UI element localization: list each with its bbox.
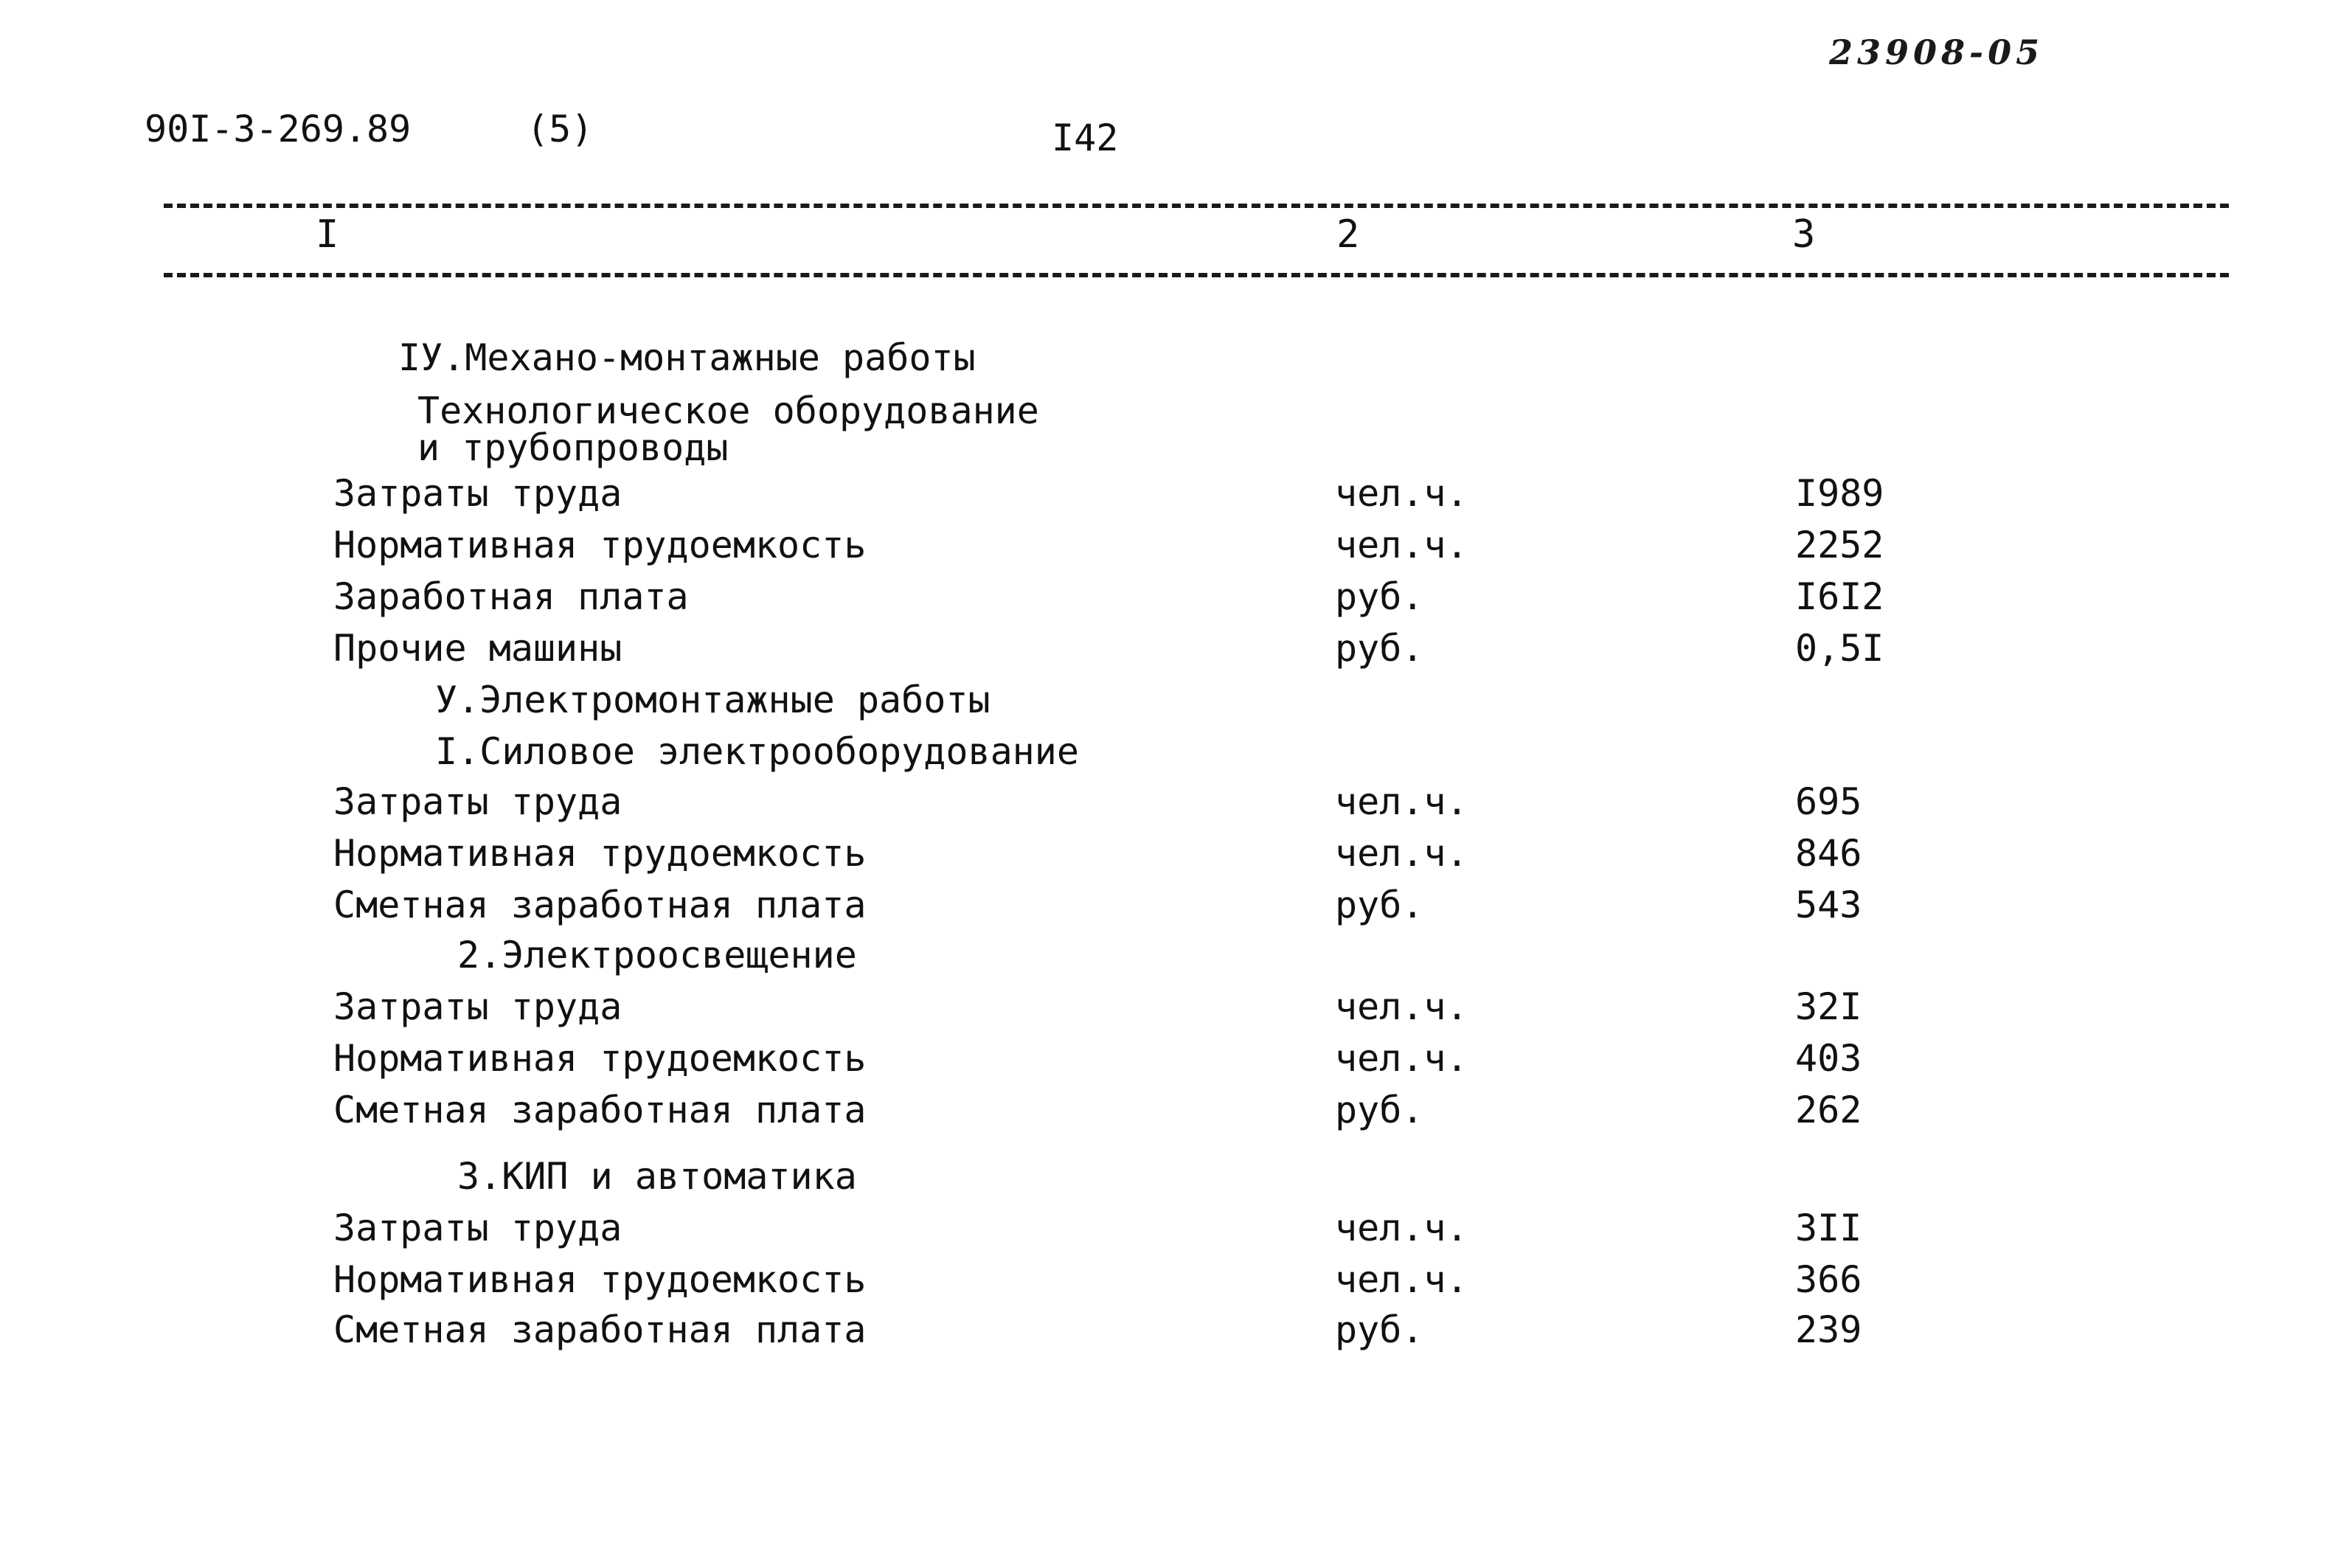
row-label: Нормативная трудоемкость xyxy=(333,1258,867,1301)
row-unit: чел.ч. xyxy=(1335,985,1468,1028)
row-unit: чел.ч. xyxy=(1335,780,1468,823)
row-label: Затраты труда xyxy=(333,780,622,823)
row-unit: чел.ч. xyxy=(1335,1207,1468,1249)
row-value: 32I xyxy=(1795,985,1862,1028)
table-header-bottom-rule xyxy=(164,273,2229,277)
row-unit: чел.ч. xyxy=(1335,832,1468,875)
section-4-subtitle-line1: Технологическое оборудование xyxy=(417,389,1039,432)
row-value: 366 xyxy=(1795,1258,1862,1301)
row-unit: руб. xyxy=(1335,627,1424,670)
row-unit: чел.ч. xyxy=(1335,472,1468,515)
row-label: Нормативная трудоемкость xyxy=(333,832,867,875)
row-label: Заработная плата xyxy=(333,575,689,618)
table-row xyxy=(0,627,2352,679)
section-5-3-title: 3.КИП и автоматика xyxy=(457,1155,857,1198)
table-row xyxy=(0,1089,2352,1140)
row-label: Затраты труда xyxy=(333,1207,622,1249)
row-label: Нормативная трудоемкость xyxy=(333,524,867,566)
table-top-rule xyxy=(164,204,2229,208)
row-value: I6I2 xyxy=(1795,575,1884,618)
row-value: 403 xyxy=(1795,1037,1862,1080)
row-label: Затраты труда xyxy=(333,985,622,1028)
row-label: Сметная заработная плата xyxy=(333,1089,867,1131)
table-row xyxy=(0,1308,2352,1360)
row-value: 3II xyxy=(1795,1207,1862,1249)
row-value: I989 xyxy=(1795,472,1884,515)
row-label: Прочие машины xyxy=(333,627,622,670)
table-row xyxy=(0,1207,2352,1258)
row-value: 2252 xyxy=(1795,524,1884,566)
row-value: 262 xyxy=(1795,1089,1862,1131)
row-unit: руб. xyxy=(1335,1308,1424,1351)
row-value: 239 xyxy=(1795,1308,1862,1351)
section-5-title: У.Электромонтажные работы xyxy=(435,679,991,721)
table-row xyxy=(0,884,2352,935)
section-4-title: IУ.Механо-монтажные работы xyxy=(398,336,976,379)
column-header-1: I xyxy=(316,212,339,257)
row-unit: чел.ч. xyxy=(1335,524,1468,566)
table-row xyxy=(0,1037,2352,1089)
row-unit: чел.ч. xyxy=(1335,1258,1468,1301)
section-5-1-title: I.Силовое электрооборудование xyxy=(435,730,1079,773)
row-value: 846 xyxy=(1795,832,1862,875)
row-unit: руб. xyxy=(1335,1089,1424,1131)
row-value: 695 xyxy=(1795,780,1862,823)
section-5-2-title: 2.Электроосвещение xyxy=(457,934,857,976)
row-unit: руб. xyxy=(1335,884,1424,926)
column-header-2: 2 xyxy=(1336,212,1360,257)
row-label: Сметная заработная плата xyxy=(333,884,867,926)
row-label: Затраты труда xyxy=(333,472,622,515)
section-4-subtitle-line2: и трубопроводы xyxy=(417,426,729,469)
table-row xyxy=(0,780,2352,832)
row-value: 543 xyxy=(1795,884,1862,926)
column-header-3: 3 xyxy=(1792,212,1816,257)
table-row xyxy=(0,985,2352,1037)
document-part: (5) xyxy=(527,108,594,150)
archive-stamp-number: 23908-05 xyxy=(1829,32,2044,72)
row-value: 0,5I xyxy=(1795,627,1884,670)
table-row xyxy=(0,524,2352,575)
table-row xyxy=(0,472,2352,524)
row-unit: руб. xyxy=(1335,575,1424,618)
table-row xyxy=(0,1258,2352,1310)
table-row xyxy=(0,575,2352,627)
row-label: Сметная заработная плата xyxy=(333,1308,867,1351)
document-code: 90I-3-269.89 xyxy=(145,108,412,150)
table-row xyxy=(0,832,2352,884)
row-unit: чел.ч. xyxy=(1335,1037,1468,1080)
page-number: I42 xyxy=(1052,117,1119,159)
row-label: Нормативная трудоемкость xyxy=(333,1037,867,1080)
